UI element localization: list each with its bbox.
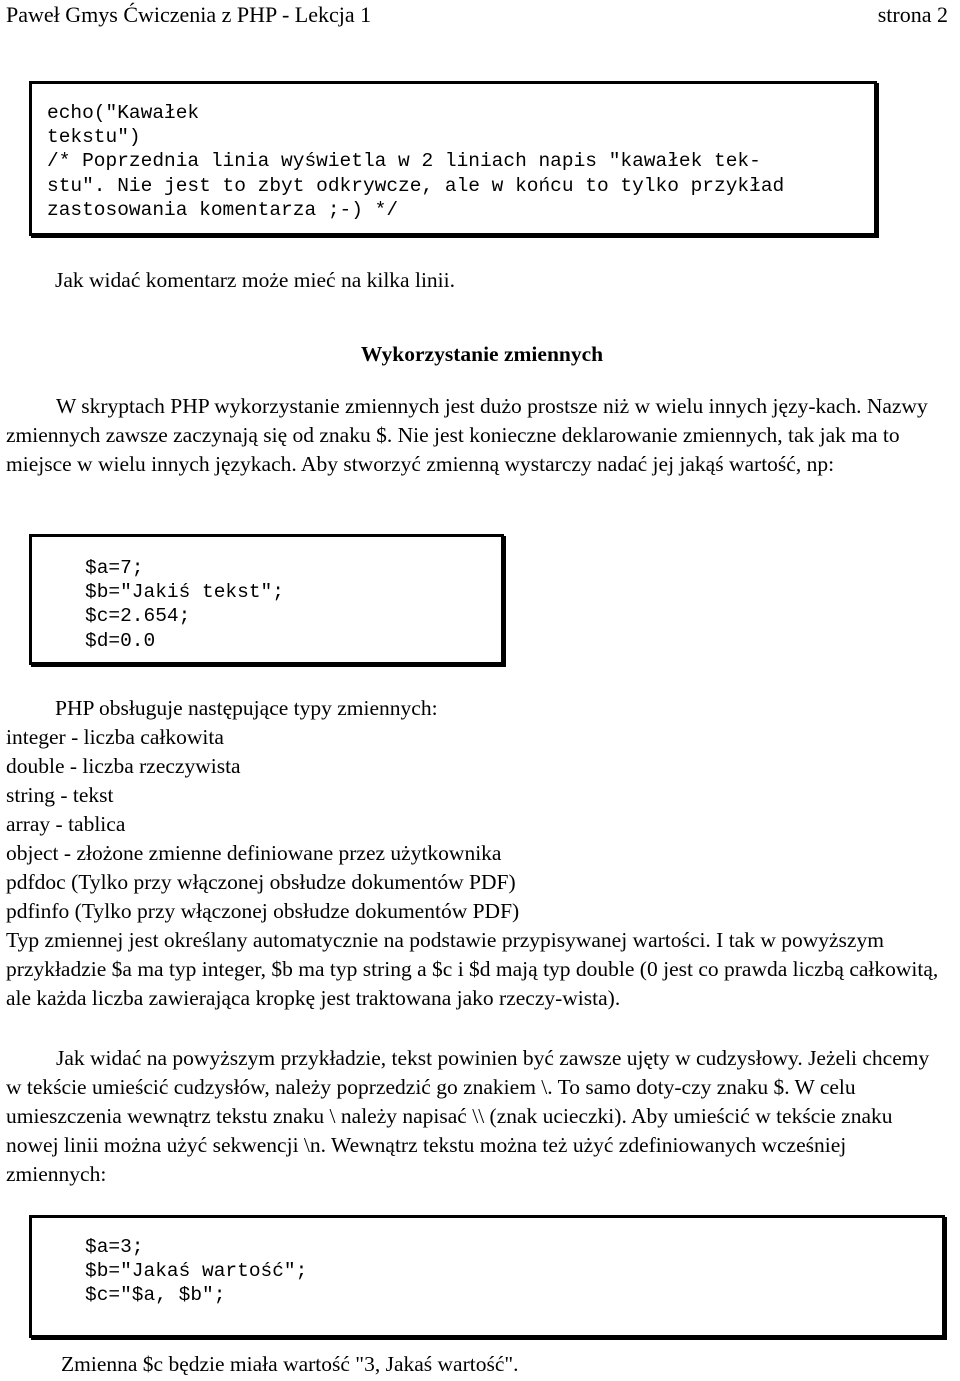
list-item: string - tekst bbox=[6, 783, 114, 807]
types-intro: PHP obsługuje następujące typy zmiennych: bbox=[55, 696, 438, 720]
code-text: $a=7; $b="Jakiś tekst"; $c=2.654; $d=0.0 bbox=[85, 557, 284, 652]
list-item: integer - liczba całkowita bbox=[6, 725, 224, 749]
code-text: echo("Kawałek tekstu") /* Poprzednia linia wyświetla w 2 liniach napis "kawałek tek- stu". Nie jest to zbyt odkrywcze, ale w końcu to tylko przykład zastosowania komentarza ;-) */ bbox=[47, 102, 785, 221]
intro-paragraph: W skryptach PHP wykorzystanie zmiennych jest dużo prostsze niż w wielu innych języ-kach. Nazwy zmiennych zawsze zaczynają się od znaku $. Nie jest konieczne deklarowanie zmiennych, tak jak ma to miejsce w wielu innych językach. Aby stworzyć zmienną wystarczy nadać jej jakąś wartość, np: bbox=[6, 394, 928, 476]
list-item: array - tablica bbox=[6, 812, 126, 836]
comment-note: Jak widać komentarz może mieć na kilka linii. bbox=[55, 268, 455, 292]
list-item: pdfinfo (Tylko przy włączonej obsłudze dokumentów PDF) bbox=[6, 899, 520, 923]
list-item: double - liczba rzeczywista bbox=[6, 754, 241, 778]
code-block-comment-example bbox=[29, 81, 877, 236]
header-title: Paweł Gmys Ćwiczenia z PHP - Lekcja 1 bbox=[6, 2, 372, 27]
code-block-string-vars bbox=[29, 1215, 945, 1338]
types-list bbox=[6, 723, 519, 926]
page-number: strona 2 bbox=[877, 2, 948, 27]
page-header bbox=[0, 0, 948, 30]
code-text: $a=3; $b="Jakaś wartość"; $c="$a, $b"; bbox=[85, 1236, 308, 1307]
list-item: pdfdoc (Tylko przy włączonej obsłudze dokumentów PDF) bbox=[6, 870, 516, 894]
auto-type-paragraph: Typ zmiennej jest określany automatycznie na podstawie przypisywanej wartości. I tak w powyższym przykładzie $a ma typ integer, $b ma typ string a $c i $d mają typ double (0 jest co prawda liczbą całkowitą, ale każda liczba zawierająca kropkę jest traktowana jako rzeczy-wista). bbox=[6, 928, 939, 1010]
result-note: Zmienna $c będzie miała wartość "3, Jakaś wartość". bbox=[61, 1352, 519, 1376]
list-item: object - złożone zmienne definiowane przez użytkownika bbox=[6, 841, 502, 865]
quote-paragraph: Jak widać na powyższym przykładzie, tekst powinien być zawsze ujęty w cudzysłowy. Jeżeli chcemy w tekście umieścić cudzysłów, należy poprzedzić go znakiem \. To samo doty-czy znaku $. W celu umieszczenia wewnątrz tekstu znaku \ należy napisać \\ (znak ucieczki). Aby umieścić w tekście znaku nowej linii można użyć sekwencji \n. Wewnątrz tekstu można też użyć zdefiniowanych wcześniej zmiennych: bbox=[6, 1046, 930, 1186]
section-title: Wykorzystanie zmiennych bbox=[360, 342, 604, 366]
code-block-variables bbox=[29, 534, 504, 665]
